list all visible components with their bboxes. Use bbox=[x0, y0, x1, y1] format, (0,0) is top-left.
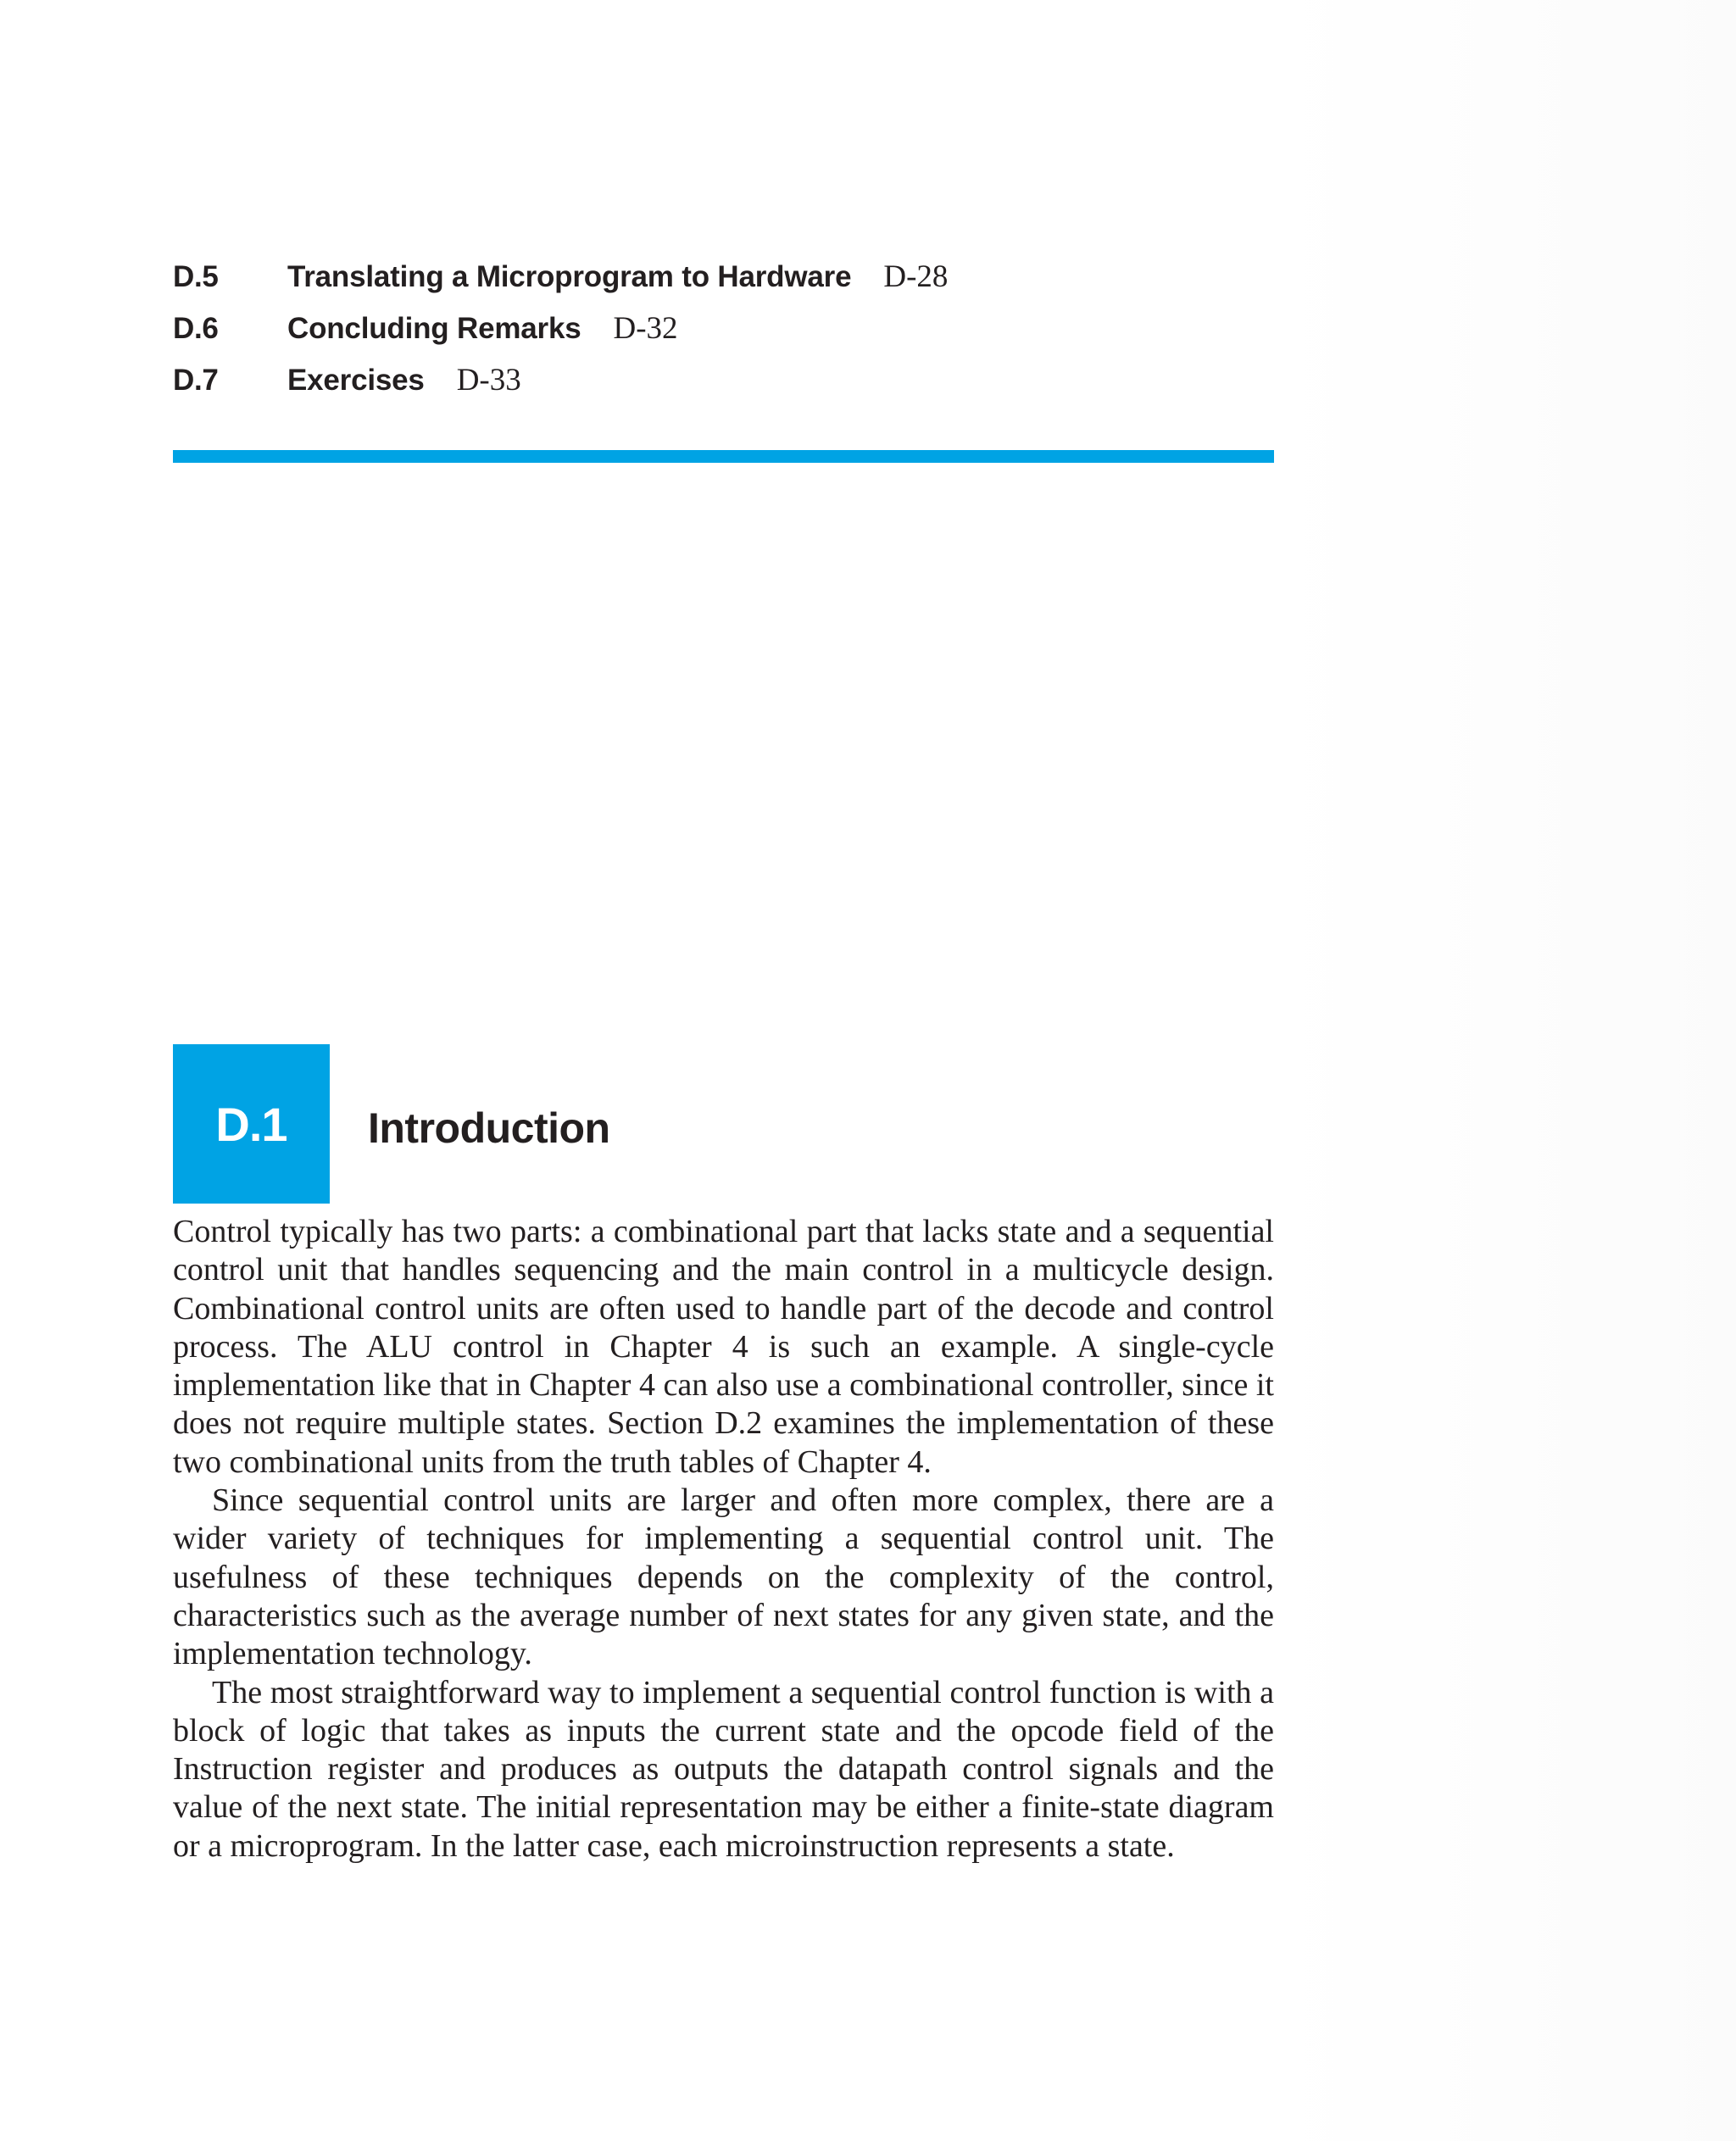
toc-entry-number: D.6 bbox=[173, 311, 219, 345]
body-text bbox=[173, 1213, 1274, 1866]
toc-entry bbox=[173, 303, 1275, 354]
toc-entry-page: D-33 bbox=[456, 363, 521, 398]
section-title: Introduction bbox=[368, 1104, 610, 1152]
section-number: D.1 bbox=[215, 1097, 287, 1151]
paragraph: The most straightforward way to implement a sequential control function is with a block of logic that takes as inputs the current state and the opcode field of the Instruction register and produces as outputs the datapath control signals and the value of the next state. The initial representation may be either a finite-state diagram or a microprogram. In the latter case, each microinstruction represents a state. bbox=[173, 1674, 1274, 1864]
section-number-box bbox=[173, 1044, 330, 1204]
toc-entry-number: D.7 bbox=[173, 363, 219, 397]
paragraph: Since sequential control units are larger and often more complex, there are a wider variety of techniques for implementing a sequential control unit. The usefulness of these techniques depends on the complexity of the control, characteristics such as the average number of next states for any given state, and the implementation technology. bbox=[173, 1482, 1274, 1672]
toc-entry-number: D.5 bbox=[173, 259, 219, 293]
page-edge-shading bbox=[1276, 0, 1736, 2141]
toc-entry-title: Translating a Microprogram to Hardware bbox=[287, 259, 852, 293]
toc-entry bbox=[173, 354, 1275, 406]
toc-entry bbox=[173, 251, 1275, 303]
toc-divider-rule bbox=[173, 450, 1274, 463]
table-of-contents bbox=[173, 251, 1275, 406]
toc-entry-title: Exercises bbox=[287, 363, 425, 397]
toc-entry-title: Concluding Remarks bbox=[287, 311, 581, 345]
toc-entry-page: D-32 bbox=[613, 311, 678, 346]
paragraph: Control typically has two parts: a combinational part that lacks state and a sequential control unit that handles sequencing and the main control in a multicycle design. Combinational control units are often used to handle part of the decode and control process. The ALU control in Chapter 4 is such an example. A single-cycle implementation like that in Chapter 4 can also use a combinational controller, since it does not require multiple states. Section D.2 examines the implementation of these two combinational units from the truth tables of Chapter 4. bbox=[173, 1214, 1274, 1480]
toc-entry-page: D-28 bbox=[883, 259, 949, 294]
